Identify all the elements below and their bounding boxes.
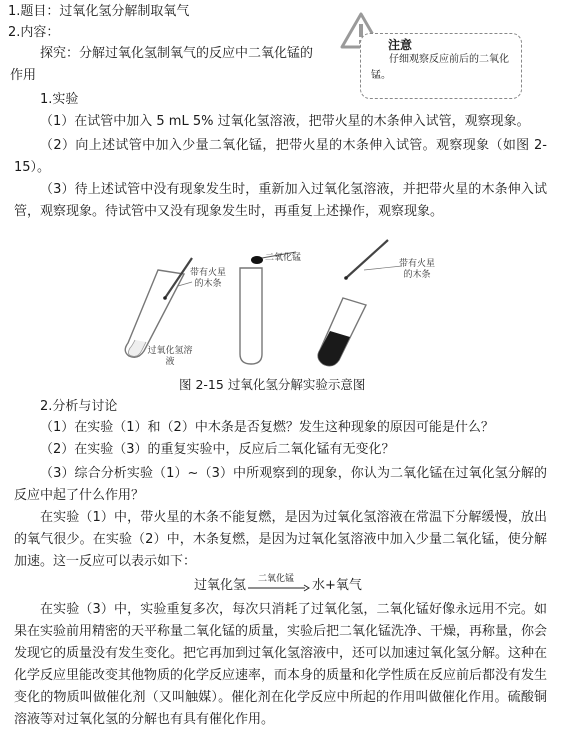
test-tube-right (318, 298, 366, 366)
intro-line-1: 探究：分解过氧化氢制氧气的反应中二氧化锰的 (40, 46, 314, 61)
test-tube-middle (240, 268, 262, 364)
label-solution: 过氧化氢溶液 (147, 346, 193, 367)
question-1: （1）在实验（1）和（2）中木条是否复燃？发生这种现象的原因可能是什么？ (40, 420, 494, 435)
equation-condition: 二氧化锰 (258, 574, 295, 584)
wooden-stick-right (344, 240, 388, 280)
discussion-paragraph-1: 在实验（1）中，带火星的木条不能复燃，是因为过氧化氢溶液在常温下分解缓慢，放出的氧气很少。在实验（2）中，木条复燃，是因为过氧化氢溶液中加入少量二氧化锰，使分解加速。这一反应可以表示如下： (14, 510, 547, 569)
experiment-heading: 1.实验 (40, 92, 79, 107)
label-mno2: 二氧化锰 (265, 253, 302, 263)
label-stick-left: 带有火星的木条 (190, 268, 227, 289)
experiment-step-2: （2）向上述试管中加入少量二氧化锰，把带火星的木条伸入试管。观察现象（如图 2-15）。 (14, 138, 547, 175)
reaction-arrow-icon (248, 584, 310, 592)
question-3: （3）综合分析实验（1）~（3）中所观察到的现象，你认为二氧化锰在过氧化氢分解的反应中起了什么作用？ (14, 466, 547, 503)
intro-line-2: 作用 (10, 68, 37, 83)
experiment-step-3: （3）待上述试管中没有现象发生时，重新加入过氧化氢溶液，并把带火星的木条伸入试管，观察现象。待试管中又没有现象发生时，再重复上述操作，观察现象。 (14, 182, 547, 219)
note-title: 注意 (388, 38, 413, 52)
figure-caption: 图 2-15 过氧化氢分解实验示意图 (179, 377, 366, 392)
label-stick-right: 带有火星的木条 (399, 259, 436, 280)
question-2: （2）在实验（3）的重复实验中，反应后二氧化锰有无变化？ (40, 442, 395, 457)
content-label: 2.内容： (8, 25, 60, 40)
note-text: 仔细观察反应前后的二氧化锰。 (371, 54, 509, 81)
equation-products: 水+氧气 (312, 578, 362, 593)
experiment-step-1: （1）在试管中加入 5 mL 5% 过氧化氢溶液，把带火星的木条伸入试管，观察现象。 (40, 114, 530, 129)
analysis-heading: 2.分析与讨论 (40, 399, 118, 414)
discussion-paragraph-2: 在实验（3）中，实验重复多次，每次只消耗了过氧化氢，二氧化锰好像永远用不完。如果在实验前用精密的天平称量二氧化锰的质量，实验后把二氧化锰洗净、干燥，再称量，你会发现它的质量没有发生变化。把它再加到过氧化氢溶液中，还可以加速过氧化氢分解。这种在化学反应里能改变其他物质的化学反应速率，而本身的质量和化学性质在反应前后都没有发生变化的物质叫做催化剂（又叫触媒）。催化剂在化学反应中所起的作用叫做催化作用。硫酸铜溶液等对过氧化氢的分解也有具有催化作用。 (14, 602, 548, 727)
title-line: 1.题目：过氧化氢分解制取氧气 (8, 4, 190, 19)
equation-reactant: 过氧化氢 (194, 578, 247, 593)
